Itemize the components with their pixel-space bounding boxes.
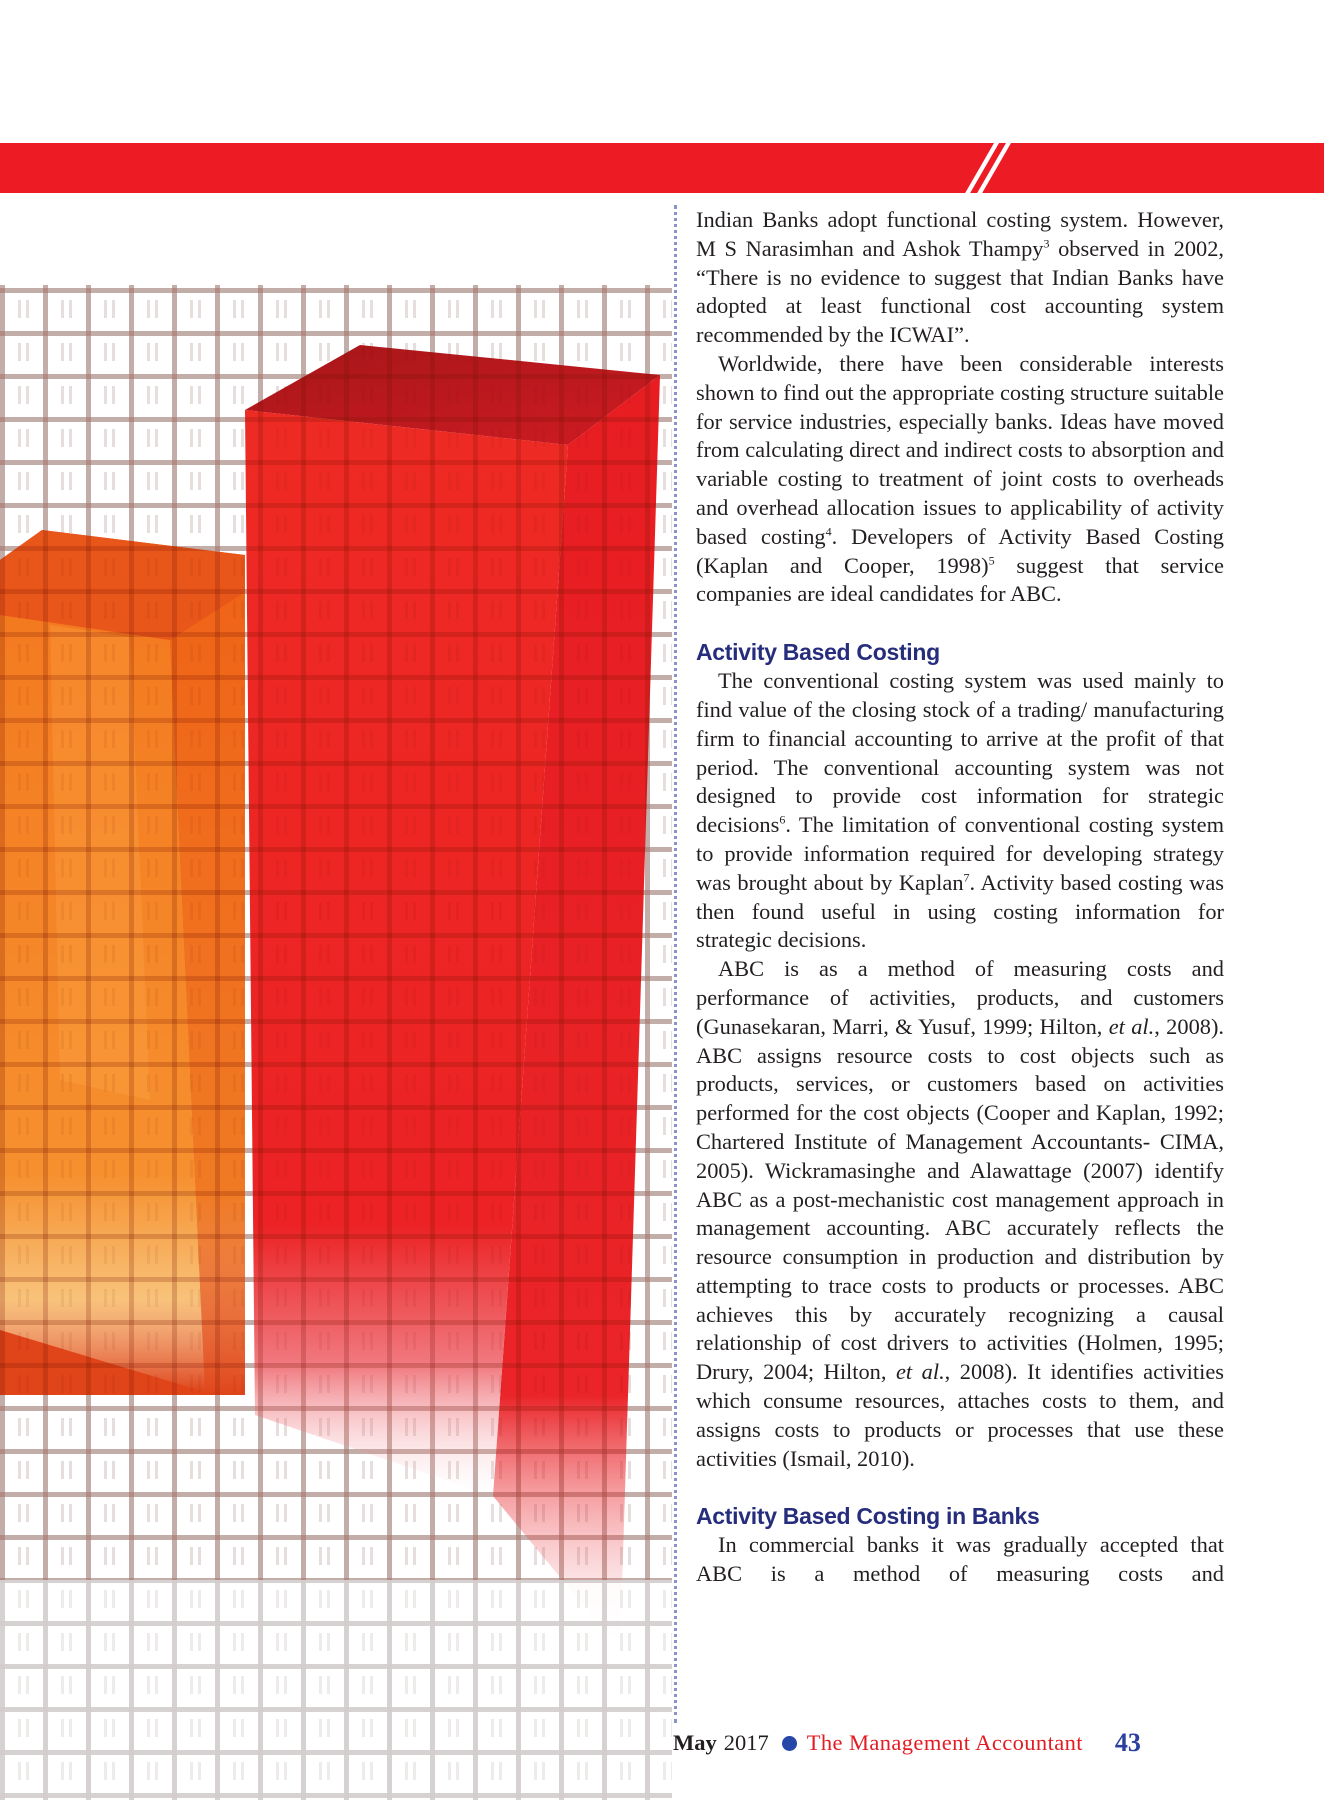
footnote-ref: 3 (1043, 236, 1050, 251)
paragraph-abc-1 (696, 667, 1224, 955)
footnote-ref: 7 (963, 870, 970, 885)
article-column (696, 206, 1224, 1589)
section-heading-abc-banks: Activity Based Costing in Banks (696, 1503, 1040, 1530)
footer-year: 2017 (723, 1730, 769, 1755)
bullet-dot-icon (782, 1736, 797, 1751)
page-number: 43 (1114, 1728, 1141, 1757)
text: Worldwide, there have been considerable interests shown to find out the appropriate costing structure suitable for service industries, especially banks. Ideas have moved from calculating direct and indirect costs to absorption and variable costing to treatment of joint costs to overheads and overhead allocation issues to applicability of activity based costing (696, 350, 1224, 549)
bar-graph-graphic (0, 285, 672, 1800)
footnote-ref: 5 (988, 553, 995, 568)
page-footer (673, 1726, 1233, 1760)
text: In commercial banks it was gradually accepted that ABC is a method of measuring costs and (696, 1532, 1224, 1587)
header-banner (0, 143, 1324, 193)
footer-month: May (673, 1730, 717, 1755)
text: , 2008). ABC assigns resource costs to cost objects such as products, services, or customers based on activities performed for the cost objects (Cooper and Kaplan, 1992; Chartered Institute of Management Accountants- CIMA, 2005). Wickramasinghe and Alawattage (2007) identify ABC as a post-mechanistic cost management approach in management accounting. ABC accurately reflects the resource consumption in production and distribution by attempting to trace costs to products or processes. ABC achieves this by accurately recognizing a causal relationship of cost drivers to activities (Holmen, 1995; Drury, 2004; Hilton, (696, 1013, 1225, 1385)
paragraph-intro-2 (696, 350, 1224, 609)
section-heading-abc: Activity Based Costing (696, 639, 940, 666)
text: Indian Banks adopt functional costing system. However, M S Narasimhan and Ashok Thampy (696, 207, 1224, 261)
footnote-ref: 4 (825, 524, 832, 539)
italic-text: et al. (895, 1359, 945, 1385)
magazine-title: The Management Accountant (806, 1730, 1083, 1755)
column-divider (674, 205, 677, 1723)
italic-text: et al. (1108, 1013, 1155, 1039)
paragraph-abc-2 (696, 955, 1224, 1473)
bar-chart-illustration (0, 285, 672, 1800)
text: The conventional costing system was used mainly to find value of the closing stock of a trading/ manufacturing firm to financial accounting to arrive at the profit of that period. The conventional accounting system was not designed to provide cost information for strategic decisions (696, 668, 1224, 838)
text: , 2008). It identifies activities which consume resources, attaches costs to them, and assigns costs to products or processes that use these activities (Ismail, 2010). (696, 1359, 1224, 1471)
text: . The limitation of conventional costing system to provide information required for developing strategy was brought about by Kaplan (696, 812, 1224, 895)
text: observed in 2002, “There is no evidence to suggest that Indian Banks have adopted at least functional cost accounting system recommended by the ICWAI”. (696, 235, 1224, 348)
paragraph-intro-1 (696, 206, 1224, 350)
text: . Developers of Activity Based Costing (Kaplan and Cooper, 1998) (696, 523, 1224, 578)
text: suggest that service companies are ideal candidates for ABC. (696, 552, 1224, 607)
text: . Activity based costing was then found useful in using costing information for strategic decisions. (696, 869, 1224, 953)
paragraph-abc-banks-1 (696, 1531, 1224, 1589)
text: ABC is as a method of measuring costs and performance of activities, products, and customers (Gunasekaran, Marri, & Yusuf, 1999; Hilton, (696, 956, 1224, 1039)
footnote-ref: 6 (779, 812, 786, 827)
